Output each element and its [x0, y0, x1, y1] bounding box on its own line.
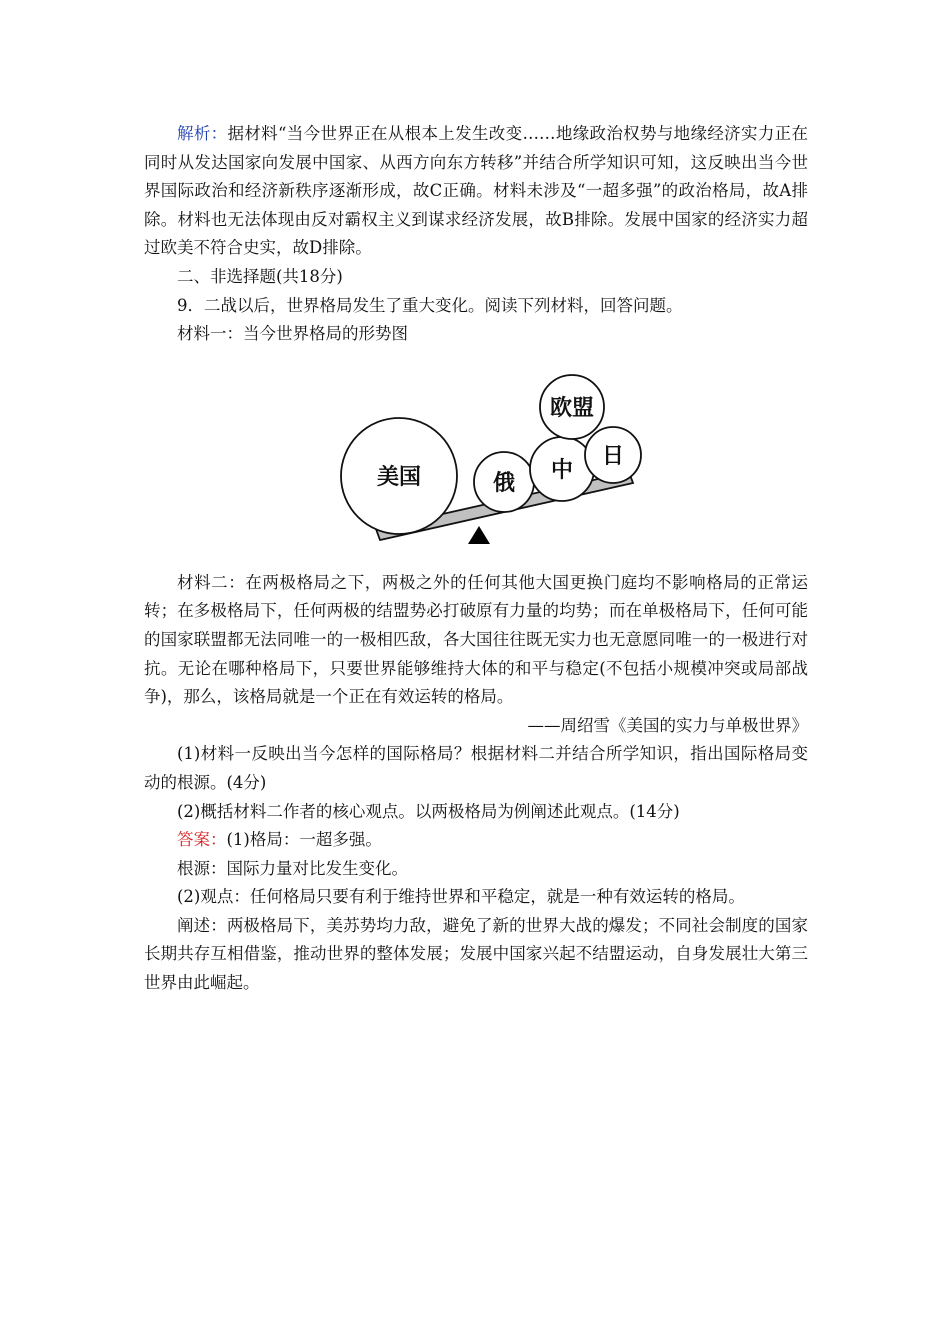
document-page: [144, 120, 808, 998]
world-pattern-figure: [144, 355, 808, 567]
answer-elaboration: 阐述：两极格局下，美苏势均力敌，避免了新的世界大战的爆发；不同社会制度的国家长期共存互相借鉴，推动世界的整体发展；发展中国家兴起不结盟运动，自身发展壮大第三世界由此崛起。: [144, 915, 808, 993]
analysis-text: 据材料“当今世界正在从根本上发生改变……地缘政治权势与地缘经济实力正在同时从发达国家向发展中国家、从西方向东方转移”并结合所学知识可知，这反映出当今世界国际政治和经济新秩序逐渐形成，故C正确。材料未涉及“一超多强”的政治格局，故A排除。材料也无法体现由反对霸权主义到谋求经济发展，故B排除。发展中国家的经济实力超过欧美不符合史实，故D排除。: [144, 124, 809, 258]
answer-1: [144, 826, 808, 855]
section-heading: 二、非选择题(共18分): [177, 266, 343, 286]
answer-1-text: (1)格局：一超多强。: [226, 830, 382, 850]
seesaw-diagram: [144, 355, 808, 567]
answer-root: 根源：国际力量对比发生变化。: [177, 858, 408, 878]
answer-label: 答案：: [177, 830, 227, 850]
question-1: (1)材料一反映出当今怎样的国际格局？根据材料二并结合所学知识，指出国际格局变动的根源。(4分): [144, 744, 808, 792]
analysis-paragraph: [144, 120, 808, 263]
label-usa: 美国: [376, 464, 422, 490]
question-stem: 9．二战以后，世界格局发生了重大变化。阅读下列材料，回答问题。: [177, 295, 683, 315]
analysis-label: 解析：: [177, 124, 228, 143]
label-china: 中: [550, 457, 574, 483]
label-russia: 俄: [492, 470, 516, 496]
label-japan: 日: [601, 443, 625, 469]
material1-title: 材料一：当今世界格局的形势图: [177, 324, 408, 344]
question-2: (2)概括材料二作者的核心观点。以两极格局为例阐述此观点。(14分): [177, 801, 680, 821]
material2-source: ——周绍雪《美国的实力与单极世界》: [527, 715, 808, 735]
material2-paragraph: 材料二：在两极格局之下，两极之外的任何其他大国更换门庭均不影响格局的正常运转；在多极格局下，任何两极的结盟势必打破原有力量的均势；而在单极格局下，任何可能的国家联盟都无法同唯一的一极相匹敌，各大国往往既无实力也无意愿同唯一的一极进行对抗。无论在哪种格局下，只要世界能够维持大体的和平与稳定(不包括小规模冲突或局部战争)，那么，该格局就是一个正在有效运转的格局。: [144, 572, 808, 707]
fulcrum-triangle: [468, 526, 490, 544]
answer-2: (2)观点：任何格局只要有利于维持世界和平稳定，就是一种有效运转的格局。: [177, 887, 745, 907]
label-eu: 欧盟: [549, 395, 595, 421]
